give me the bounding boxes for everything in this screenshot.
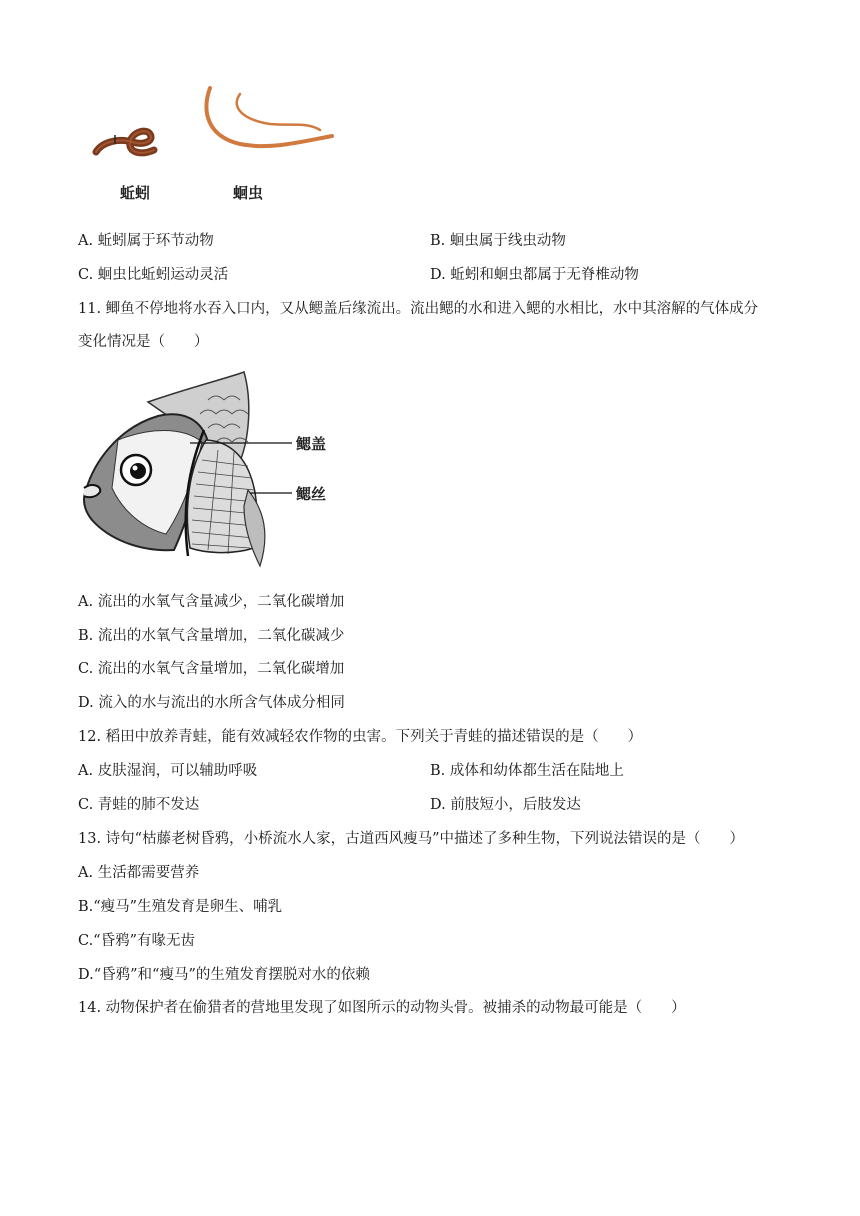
q12-stem: 12. 稻田中放养青蛙，能有效减轻农作物的虫害。下列关于青蛙的描述错误的是（ ）	[78, 729, 643, 745]
q14-stem: 14. 动物保护者在偷猎者的营地里发现了如图所示的动物头骨。被捕杀的动物最可能是（ ）	[78, 1000, 686, 1016]
q11-option-c: C. 流出的水氧气含量增加，二氧化碳增加	[78, 661, 345, 677]
q10-option-b: B. 蛔虫属于线虫动物	[430, 233, 566, 249]
q13-stem: 13. 诗句“枯藤老树昏鸦，小桥流水人家，古道西风瘦马”中描述了多种生物，下列说法错误的是（ ）	[78, 831, 744, 847]
gill-label: 鳃丝	[296, 485, 327, 503]
q10-option-c: C. 蛔虫比蚯蚓运动灵活	[78, 267, 229, 283]
q10-option-d: D. 蚯蚓和蛔虫都属于无脊椎动物	[430, 267, 639, 283]
earthworm-image	[88, 120, 168, 170]
q11-option-a: A. 流出的水氧气含量减少，二氧化碳增加	[78, 594, 345, 610]
roundworm-label: 蛔虫	[233, 184, 264, 202]
q11-option-b: B. 流出的水氧气含量增加，二氧化碳减少	[78, 628, 345, 644]
roundworm-image	[200, 80, 340, 170]
operculum-label: 鳃盖	[296, 435, 327, 453]
q13-option-b: B.“瘦马”生殖发育是卵生、哺乳	[78, 899, 283, 915]
q10-option-a: A. 蚯蚓属于环节动物	[78, 233, 214, 249]
earthworm-label: 蚯蚓	[120, 184, 151, 202]
q13-option-d: D.“昏鸦”和“瘦马”的生殖发育摆脱对水的依赖	[78, 967, 370, 983]
fish-pointer-lines	[78, 370, 348, 575]
worm-figure	[88, 80, 348, 210]
q12-option-d: D. 前肢短小，后肢发达	[430, 797, 581, 813]
q13-option-c: C.“昏鸦”有喙无齿	[78, 933, 196, 949]
q13-option-a: A. 生活都需要营养	[78, 865, 200, 881]
q11-stem-line1: 11. 鲫鱼不停地将水吞入口内，又从鳃盖后缘流出。流出鳃的水和进入鳃的水相比，水中其溶解的气体成分	[78, 301, 759, 317]
q12-option-a: A. 皮肤湿润，可以辅助呼吸	[78, 763, 258, 779]
q11-stem-line2: 变化情况是（ ）	[78, 334, 209, 350]
q12-option-b: B. 成体和幼体都生活在陆地上	[430, 763, 624, 779]
q12-option-c: C. 青蛙的肺不发达	[78, 797, 200, 813]
q11-option-d: D. 流入的水与流出的水所含气体成分相同	[78, 695, 345, 711]
fish-figure	[78, 370, 348, 575]
